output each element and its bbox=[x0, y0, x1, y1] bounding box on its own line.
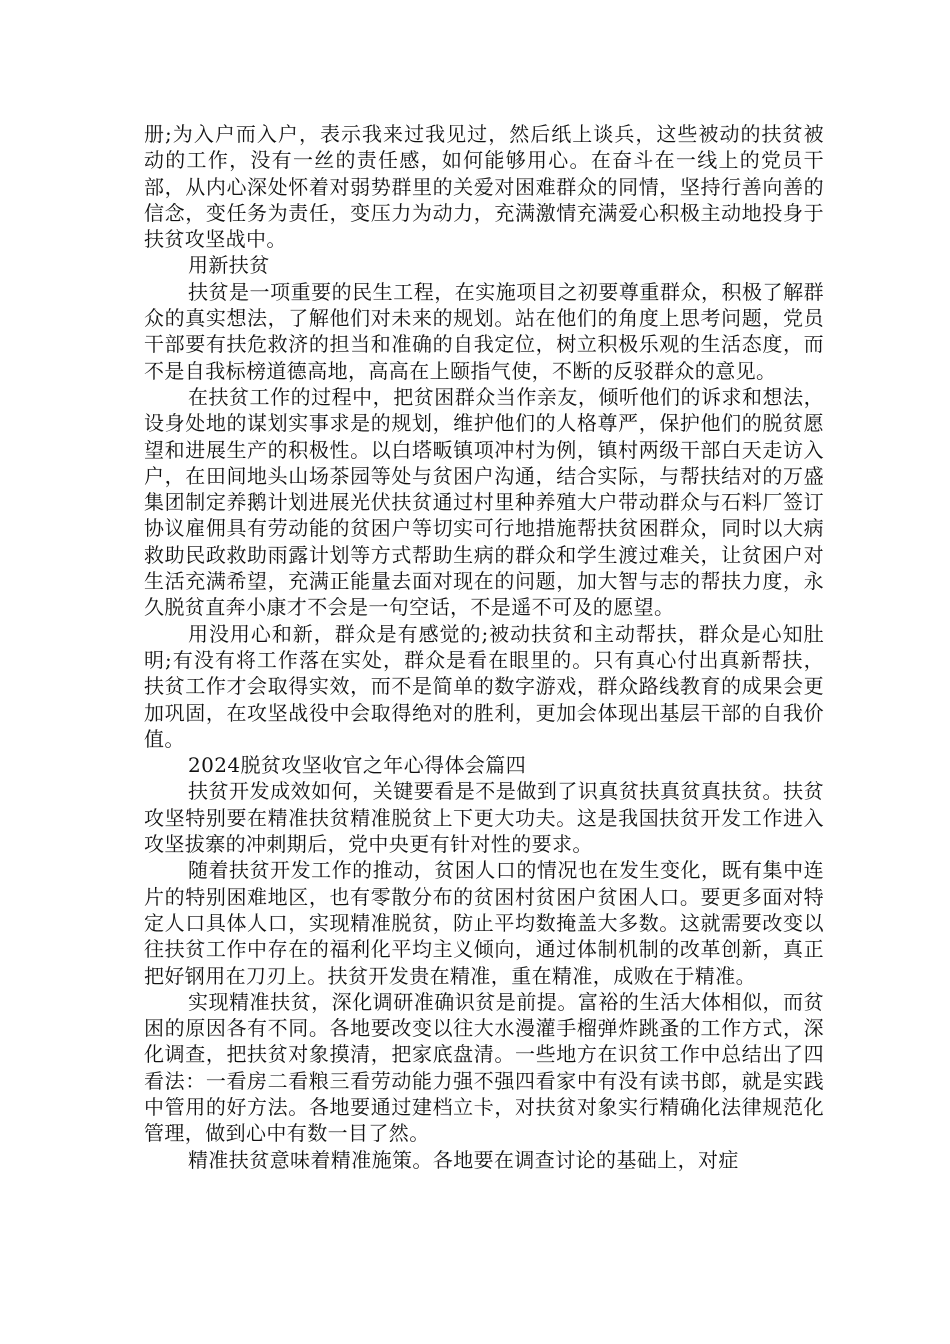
paragraph: 在扶贫工作的过程中，把贫困群众当作亲友，倾听他们的诉求和想法，设身处地的谋划实事求是的规划，维护他们的人格尊严，保护他们的脱贫愿望和进展生产的积极性。以白塔畈镇项冲村为例，镇村两级干部白天走访入户，在田间地头山场茶园等处与贫困户沟通，结合实际，与帮扶结对的万盛集团制定养鹅计划进展光伏扶贫通过村里种养殖大户带动群众与石料厂签订协议雇佣具有劳动能的贫困户等切实可行地措施帮扶贫困群众，同时以大病救助民政救助雨露计划等方式帮助生病的群众和学生渡过难关，让贫困户对生活充满希望，充满正能量去面对现在的问题，加大智与志的帮扶力度，永久脱贫直奔小康才不会是一句空话，不是遥不可及的愿望。 bbox=[144, 384, 824, 620]
section-heading-yong-xin: 用新扶贫 bbox=[188, 253, 270, 278]
paragraph-continued: 册;为入户而入户，表示我来过我见过，然后纸上谈兵，这些被动的扶贫被动的工作，没有一丝的责任感，如何能够用心。在奋斗在一线上的党员干部，从内心深处怀着对弱势群里的关爱对困难群众的同情，坚持行善向善的信念，变任务为责任，变压力为动力，充满激情充满爱心积极主动地投身于扶贫攻坚战中。 bbox=[144, 122, 824, 252]
paragraph: 实现精准扶贫，深化调研准确识贫是前提。富裕的生活大体相似，而贫困的原因各有不同。各地要改变以往大水漫灌手榴弹炸跳蚤的工作方式，深化调查，把扶贫对象摸清，把家底盘清。一些地方在识贫工作中总结出了四看法：一看房二看粮三看劳动能力强不强四看家中有没有读书郎，就是实践中管用的好方法。各地要通过建档立卡，对扶贫对象实行精确化法律规范化管理，做到心中有数一目了然。 bbox=[144, 989, 824, 1146]
paragraph: 用没用心和新，群众是有感觉的;被动扶贫和主动帮扶，群众是心知肚明;有没有将工作落在实处，群众是看在眼里的。只有真心付出真新帮扶，扶贫工作才会取得实效，而不是简单的数字游戏，群众路线教育的成果会更加巩固，在攻坚战役中会取得绝对的胜利，更加会体现出基层干部的自我价值。 bbox=[144, 621, 824, 751]
paragraph: 扶贫是一项重要的民生工程，在实施项目之初要尊重群众，积极了解群众的真实想法，了解他们对未来的规划。站在他们的角度上思考问题，党员干部要有扶危救济的担当和准确的自我定位，树立积极乐观的生活态度，而不是自我标榜道德高地，高高在上颐指气使，不断的反驳群众的意见。 bbox=[144, 279, 824, 383]
section-heading-part-four: 2024脱贫攻坚收官之年心得体会篇四 bbox=[188, 753, 527, 778]
paragraph: 精准扶贫意味着精准施策。各地要在调查讨论的基础上，对症 bbox=[188, 1147, 739, 1172]
document-body bbox=[144, 121, 824, 1173]
paragraph: 扶贫开发成效如何，关键要看是不是做到了识真贫扶真贫真扶贫。扶贫攻坚特别要在精准扶贫精准脱贫上下更大功夫。这是我国扶贫开发工作进入攻坚拔寨的冲刺期后，党中央更有针对性的要求。 bbox=[144, 779, 824, 857]
paragraph: 随着扶贫开发工作的推动，贫困人口的情况也在发生变化，既有集中连片的特别困难地区，也有零散分布的贫困村贫困户贫困人口。要更多面对特定人口具体人口，实现精准脱贫，防止平均数掩盖大多数。这就需要改变以往扶贫工作中存在的福利化平均主义倾向，通过体制机制的改革创新，真正把好钢用在刀刃上。扶贫开发贵在精准，重在精准，成败在于精准。 bbox=[144, 858, 824, 988]
